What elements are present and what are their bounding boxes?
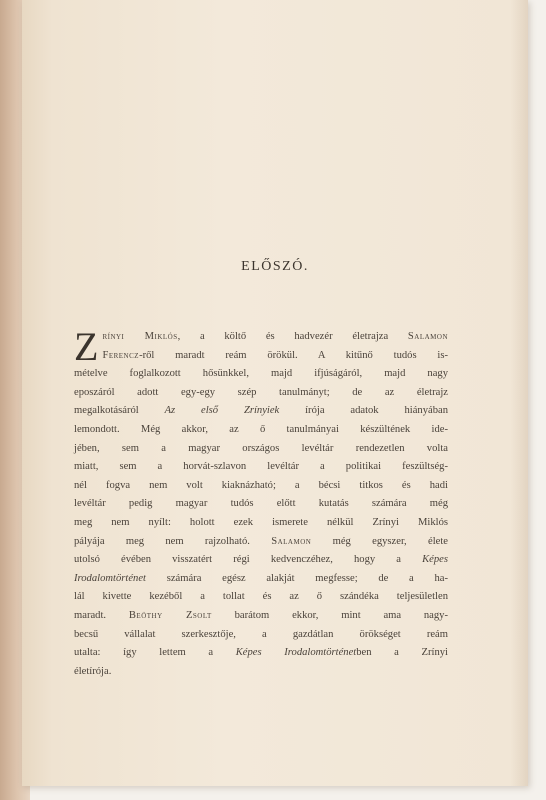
text-line <box>74 421 448 440</box>
book-page <box>22 0 528 786</box>
text-run: , a költő és hadvezér életrajza <box>177 331 408 342</box>
text-run: pályája meg nem rajzolható. <box>74 535 272 547</box>
text-run: nél fogva nem volt kiaknázható; a bécsi titkos és hadi <box>74 479 448 491</box>
text-run: maradt. <box>74 609 129 621</box>
small-caps-run: rínyi Miklós <box>102 331 178 342</box>
text-run: ben a Zrínyi <box>356 647 448 659</box>
text-run: lemondott. Még akkor, az ő tanulmányai készültének ide- <box>74 423 448 435</box>
text-line <box>74 477 448 496</box>
text-run: jében, sem a magyar országos levéltár rendezetlen volta <box>74 442 448 454</box>
text-line <box>74 588 448 607</box>
text-run: meg nem nyílt: holott ezek ismerete nélkül Zrínyi Miklós <box>74 516 448 528</box>
text-line <box>74 495 448 514</box>
text-run: utalta: így lettem a <box>74 647 236 659</box>
small-caps-run: Ferencz <box>102 349 140 361</box>
text-run: számára egész alakját megfesse; de a ha- <box>146 572 448 584</box>
small-caps-run: Salamon <box>407 331 449 342</box>
text-run: miatt, sem a horvát-szlavon levéltár a politikai feszültség- <box>74 461 448 473</box>
text-line <box>74 533 448 552</box>
text-line <box>74 328 448 347</box>
small-caps-run: Salamon <box>271 535 312 547</box>
text-run: írója adatok hiányában <box>279 405 448 417</box>
text-line <box>74 347 448 366</box>
small-caps-run: Beöthy Zsolt <box>128 609 212 621</box>
text-line <box>74 402 448 421</box>
text-run: még egyszer, élete <box>311 535 448 547</box>
italic-run: Irodalomtörténet <box>74 572 146 584</box>
chapter-title: ELŐSZÓ. <box>241 259 309 274</box>
text-run: lál kivette kezéből a tollat és az ő szándéka teljesületlen <box>74 591 448 603</box>
text-run: mételve foglalkozott hősünkkel, majd ifjúságáról, majd nagy <box>74 368 448 380</box>
italic-run: Képes Irodalomtörténet <box>235 647 357 659</box>
text-run: utolsó évében visszatért régi kedvenczéhez, hogy a <box>74 554 423 566</box>
text-run: megalkotásáról <box>74 405 165 417</box>
text-line <box>74 384 448 403</box>
text-line <box>74 440 448 459</box>
text-line <box>74 514 448 533</box>
text-run: -ről maradt reám örökül. A kitűnő tudós is- <box>139 349 448 361</box>
drop-cap-letter: Z <box>74 324 99 369</box>
text-line <box>74 551 448 570</box>
text-line <box>74 663 448 682</box>
preface-paragraph <box>74 324 449 681</box>
text-line <box>74 458 448 477</box>
text-run: levéltár pedig magyar tudós előtt kutatás számára még <box>74 498 448 510</box>
text-run: barátom ekkor, mint ama nagy- <box>211 609 449 621</box>
text-run: becsű vállalat szerkesztője, a gazdátlan örökséget reám <box>74 628 448 640</box>
page-edge-shadow <box>510 0 528 786</box>
italic-run: Az első Zrínyiek <box>164 405 280 417</box>
text-run: életírója. <box>74 665 112 677</box>
italic-run: Képes <box>422 554 448 566</box>
text-line <box>74 626 448 645</box>
text-run: eposzáról adott egy-egy szép tanulmányt; de az életrajz <box>74 386 448 398</box>
text-line <box>74 644 448 663</box>
text-line <box>74 607 448 626</box>
text-line <box>74 570 448 589</box>
text-line <box>74 365 448 384</box>
